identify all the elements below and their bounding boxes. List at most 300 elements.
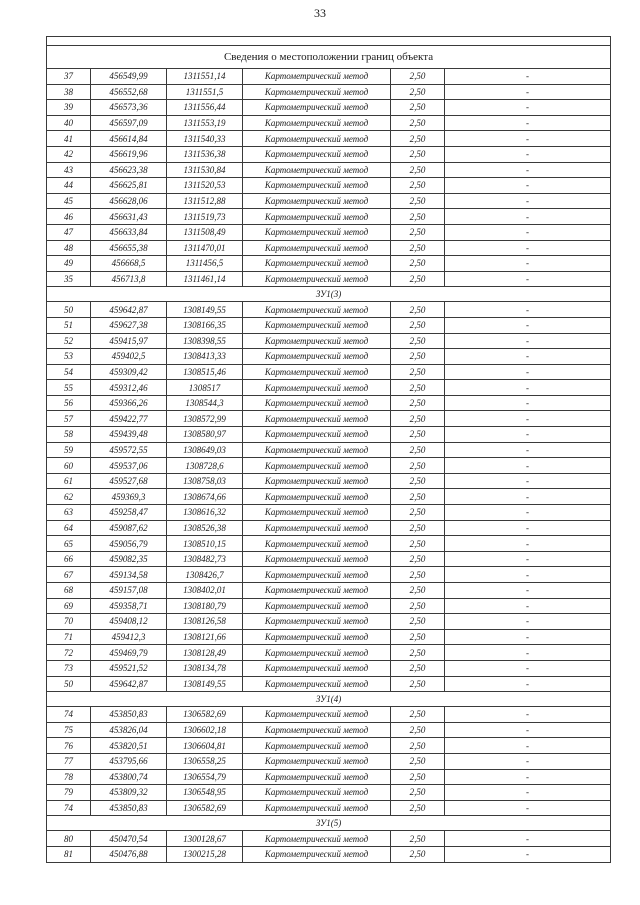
accuracy-cell: 2,50 [391,831,445,847]
table-row [47,583,611,599]
x-coordinate-cell: 459087,62 [91,520,167,536]
y-coordinate-cell: 1311512,88 [167,193,243,209]
point-number-cell: 70 [47,614,91,630]
accuracy-cell: 2,50 [391,146,445,162]
accuracy-cell: 2,50 [391,224,445,240]
x-coordinate-cell: 459572,55 [91,442,167,458]
table-row [47,536,611,552]
x-coordinate-cell: 453809,32 [91,785,167,801]
x-coordinate-cell: 459642,87 [91,302,167,318]
method-cell: Картометрический метод [243,256,391,272]
y-coordinate-cell: 1311508,49 [167,224,243,240]
y-coordinate-cell: 1306604,81 [167,738,243,754]
boundary-coordinates-table [46,36,611,863]
y-coordinate-cell: 1311520,53 [167,178,243,194]
accuracy-cell: 2,50 [391,722,445,738]
accuracy-cell: 2,50 [391,178,445,194]
accuracy-cell: 2,50 [391,131,445,147]
note-cell: - [445,209,611,225]
note-cell: - [445,660,611,676]
y-coordinate-cell: 1308616,32 [167,505,243,521]
note-cell: - [445,676,611,692]
note-cell: - [445,317,611,333]
accuracy-cell: 2,50 [391,100,445,116]
note-cell: - [445,800,611,816]
method-cell: Картометрический метод [243,162,391,178]
note-cell: - [445,785,611,801]
method-cell: Картометрический метод [243,240,391,256]
table-row [47,831,611,847]
x-coordinate-cell: 459358,71 [91,598,167,614]
point-number-cell: 80 [47,831,91,847]
accuracy-cell: 2,50 [391,256,445,272]
table-row [47,349,611,365]
y-coordinate-cell: 1308526,38 [167,520,243,536]
note-cell: - [445,84,611,100]
method-cell: Картометрический метод [243,271,391,287]
table-row [47,162,611,178]
note-cell: - [445,162,611,178]
accuracy-cell: 2,50 [391,753,445,769]
y-coordinate-cell: 1311461,14 [167,271,243,287]
y-coordinate-cell: 1311530,84 [167,162,243,178]
note-cell: - [445,629,611,645]
table-row [47,333,611,349]
accuracy-cell: 2,50 [391,614,445,630]
x-coordinate-cell: 453850,83 [91,707,167,723]
x-coordinate-cell: 453850,83 [91,800,167,816]
y-coordinate-cell: 1308402,01 [167,583,243,599]
x-coordinate-cell: 450476,88 [91,846,167,862]
accuracy-cell: 2,50 [391,209,445,225]
table-row [47,738,611,754]
note-cell: - [445,489,611,505]
x-coordinate-cell: 459537,06 [91,458,167,474]
x-coordinate-cell: 453820,51 [91,738,167,754]
accuracy-cell: 2,50 [391,800,445,816]
note-cell: - [445,614,611,630]
accuracy-cell: 2,50 [391,583,445,599]
accuracy-cell: 2,50 [391,598,445,614]
table-row [47,69,611,85]
table-row [47,380,611,396]
x-coordinate-cell: 459642,87 [91,676,167,692]
method-cell: Картометрический метод [243,567,391,583]
point-number-cell: 60 [47,458,91,474]
y-coordinate-cell: 1308166,35 [167,317,243,333]
note-cell: - [445,753,611,769]
note-cell: - [445,224,611,240]
y-coordinate-cell: 1308649,03 [167,442,243,458]
x-coordinate-cell: 453826,04 [91,722,167,738]
y-coordinate-cell: 1311551,14 [167,69,243,85]
y-coordinate-cell: 1306582,69 [167,707,243,723]
point-number-cell: 66 [47,551,91,567]
point-number-cell: 43 [47,162,91,178]
note-cell: - [445,271,611,287]
point-number-cell: 72 [47,645,91,661]
accuracy-cell: 2,50 [391,645,445,661]
method-cell: Картометрический метод [243,536,391,552]
point-number-cell: 54 [47,364,91,380]
method-cell: Картометрический метод [243,785,391,801]
y-coordinate-cell: 1308580,97 [167,427,243,443]
accuracy-cell: 2,50 [391,676,445,692]
note-cell: - [445,505,611,521]
y-coordinate-cell: 1306558,25 [167,753,243,769]
accuracy-cell: 2,50 [391,193,445,209]
note-cell: - [445,520,611,536]
accuracy-cell: 2,50 [391,411,445,427]
accuracy-cell: 2,50 [391,567,445,583]
x-coordinate-cell: 459082,35 [91,551,167,567]
y-coordinate-cell: 1308728,6 [167,458,243,474]
method-cell: Картометрический метод [243,115,391,131]
method-cell: Картометрический метод [243,738,391,754]
point-number-cell: 67 [47,567,91,583]
table-row [47,364,611,380]
point-number-cell: 55 [47,380,91,396]
point-number-cell: 40 [47,115,91,131]
note-cell: - [445,722,611,738]
accuracy-cell: 2,50 [391,660,445,676]
note-cell: - [445,567,611,583]
method-cell: Картометрический метод [243,193,391,209]
method-cell: Картометрический метод [243,753,391,769]
note-cell: - [445,551,611,567]
table-title: Сведения о местоположении границ объекта [47,46,611,69]
note-cell: - [445,131,611,147]
method-cell: Картометрический метод [243,84,391,100]
y-coordinate-cell: 1308515,46 [167,364,243,380]
method-cell: Картометрический метод [243,302,391,318]
x-coordinate-cell: 456631,43 [91,209,167,225]
x-coordinate-cell: 459402,5 [91,349,167,365]
method-cell: Картометрический метод [243,349,391,365]
note-cell: - [445,193,611,209]
section-heading-row [47,287,611,302]
table-row [47,676,611,692]
table-row [47,411,611,427]
accuracy-cell: 2,50 [391,162,445,178]
accuracy-cell: 2,50 [391,738,445,754]
point-number-cell: 50 [47,302,91,318]
x-coordinate-cell: 459439,48 [91,427,167,443]
x-coordinate-cell: 459309,42 [91,364,167,380]
note-cell: - [445,364,611,380]
method-cell: Картометрический метод [243,676,391,692]
note-cell: - [445,427,611,443]
table-row [47,395,611,411]
method-cell: Картометрический метод [243,178,391,194]
section-heading-row [47,692,611,707]
y-coordinate-cell: 1308180,79 [167,598,243,614]
table-row [47,707,611,723]
x-coordinate-cell: 456668,5 [91,256,167,272]
y-coordinate-cell: 1308126,58 [167,614,243,630]
method-cell: Картометрический метод [243,411,391,427]
y-coordinate-cell: 1311536,38 [167,146,243,162]
table-row [47,146,611,162]
point-number-cell: 73 [47,660,91,676]
note-cell: - [445,69,611,85]
table-row [47,473,611,489]
method-cell: Картометрический метод [243,473,391,489]
method-cell: Картометрический метод [243,551,391,567]
method-cell: Картометрический метод [243,769,391,785]
accuracy-cell: 2,50 [391,115,445,131]
point-number-cell: 39 [47,100,91,116]
table-row [47,115,611,131]
method-cell: Картометрический метод [243,131,391,147]
note-cell: - [445,146,611,162]
x-coordinate-cell: 459134,58 [91,567,167,583]
accuracy-cell: 2,50 [391,473,445,489]
x-coordinate-cell: 456625,81 [91,178,167,194]
y-coordinate-cell: 1308398,55 [167,333,243,349]
x-coordinate-cell: 459469,79 [91,645,167,661]
table-row [47,240,611,256]
table-row [47,302,611,318]
note-cell: - [445,333,611,349]
method-cell: Картометрический метод [243,722,391,738]
method-cell: Картометрический метод [243,442,391,458]
y-coordinate-cell: 1300128,67 [167,831,243,847]
x-coordinate-cell: 456628,06 [91,193,167,209]
y-coordinate-cell: 1306548,95 [167,785,243,801]
table-row [47,769,611,785]
table-row [47,567,611,583]
point-number-cell: 53 [47,349,91,365]
accuracy-cell: 2,50 [391,769,445,785]
table-row [47,193,611,209]
y-coordinate-cell: 1308544,3 [167,395,243,411]
method-cell: Картометрический метод [243,100,391,116]
table-row [47,84,611,100]
point-number-cell: 76 [47,738,91,754]
method-cell: Картометрический метод [243,69,391,85]
point-number-cell: 48 [47,240,91,256]
point-number-cell: 35 [47,271,91,287]
method-cell: Картометрический метод [243,224,391,240]
table-row [47,598,611,614]
point-number-cell: 71 [47,629,91,645]
accuracy-cell: 2,50 [391,364,445,380]
accuracy-cell: 2,50 [391,458,445,474]
table-row [47,224,611,240]
point-number-cell: 59 [47,442,91,458]
x-coordinate-cell: 459422,77 [91,411,167,427]
x-coordinate-cell: 459527,68 [91,473,167,489]
point-number-cell: 51 [47,317,91,333]
x-coordinate-cell: 456619,96 [91,146,167,162]
note-cell: - [445,831,611,847]
accuracy-cell: 2,50 [391,69,445,85]
table-row [47,209,611,225]
accuracy-cell: 2,50 [391,84,445,100]
point-number-cell: 78 [47,769,91,785]
point-number-cell: 44 [47,178,91,194]
note-cell: - [445,442,611,458]
table-row [47,800,611,816]
y-coordinate-cell: 1308674,66 [167,489,243,505]
table-row [47,614,611,630]
note-cell: - [445,583,611,599]
point-number-cell: 41 [47,131,91,147]
method-cell: Картометрический метод [243,520,391,536]
accuracy-cell: 2,50 [391,380,445,396]
accuracy-cell: 2,50 [391,629,445,645]
point-number-cell: 46 [47,209,91,225]
method-cell: Картометрический метод [243,800,391,816]
note-cell: - [445,846,611,862]
point-number-cell: 75 [47,722,91,738]
y-coordinate-cell: 1311553,19 [167,115,243,131]
x-coordinate-cell: 459408,12 [91,614,167,630]
table-top-spacer [47,37,611,46]
point-number-cell: 81 [47,846,91,862]
table-row [47,178,611,194]
accuracy-cell: 2,50 [391,442,445,458]
note-cell: - [445,769,611,785]
table-row [47,645,611,661]
method-cell: Картометрический метод [243,707,391,723]
point-number-cell: 65 [47,536,91,552]
method-cell: Картометрический метод [243,505,391,521]
point-number-cell: 50 [47,676,91,692]
point-number-cell: 47 [47,224,91,240]
table-row [47,505,611,521]
method-cell: Картометрический метод [243,489,391,505]
accuracy-cell: 2,50 [391,333,445,349]
x-coordinate-cell: 459521,52 [91,660,167,676]
table-row [47,551,611,567]
accuracy-cell: 2,50 [391,785,445,801]
x-coordinate-cell: 459366,26 [91,395,167,411]
method-cell: Картометрический метод [243,317,391,333]
point-number-cell: 58 [47,427,91,443]
point-number-cell: 74 [47,707,91,723]
table-row [47,629,611,645]
section-heading-row [47,816,611,831]
accuracy-cell: 2,50 [391,271,445,287]
y-coordinate-cell: 1308572,99 [167,411,243,427]
method-cell: Картометрический метод [243,395,391,411]
method-cell: Картометрический метод [243,209,391,225]
method-cell: Картометрический метод [243,629,391,645]
note-cell: - [445,100,611,116]
x-coordinate-cell: 456552,68 [91,84,167,100]
point-number-cell: 69 [47,598,91,614]
note-cell: - [445,536,611,552]
point-number-cell: 38 [47,84,91,100]
method-cell: Картометрический метод [243,614,391,630]
method-cell: Картометрический метод [243,333,391,349]
table-row [47,846,611,862]
method-cell: Картометрический метод [243,458,391,474]
y-coordinate-cell: 1306602,18 [167,722,243,738]
table-row [47,753,611,769]
y-coordinate-cell: 1308758,03 [167,473,243,489]
table-row [47,722,611,738]
y-coordinate-cell: 1311470,01 [167,240,243,256]
method-cell: Картометрический метод [243,846,391,862]
table-row [47,271,611,287]
table-row [47,660,611,676]
section-heading: ЗУ1(4) [47,692,611,707]
point-number-cell: 45 [47,193,91,209]
x-coordinate-cell: 459056,79 [91,536,167,552]
x-coordinate-cell: 456655,38 [91,240,167,256]
y-coordinate-cell: 1311556,44 [167,100,243,116]
accuracy-cell: 2,50 [391,846,445,862]
y-coordinate-cell: 1308510,15 [167,536,243,552]
method-cell: Картометрический метод [243,598,391,614]
point-number-cell: 77 [47,753,91,769]
table-row [47,131,611,147]
y-coordinate-cell: 1306554,79 [167,769,243,785]
y-coordinate-cell: 1308121,66 [167,629,243,645]
y-coordinate-cell: 1308149,55 [167,676,243,692]
point-number-cell: 56 [47,395,91,411]
note-cell: - [445,178,611,194]
x-coordinate-cell: 459258,47 [91,505,167,521]
table-row [47,785,611,801]
y-coordinate-cell: 1308413,33 [167,349,243,365]
accuracy-cell: 2,50 [391,395,445,411]
y-coordinate-cell: 1308128,49 [167,645,243,661]
x-coordinate-cell: 459312,46 [91,380,167,396]
table-row [47,520,611,536]
note-cell: - [445,115,611,131]
table-row [47,256,611,272]
point-number-cell: 62 [47,489,91,505]
point-number-cell: 63 [47,505,91,521]
accuracy-cell: 2,50 [391,489,445,505]
accuracy-cell: 2,50 [391,302,445,318]
table-body [47,37,611,863]
method-cell: Картометрический метод [243,380,391,396]
x-coordinate-cell: 459627,38 [91,317,167,333]
y-coordinate-cell: 1308517 [167,380,243,396]
table-row [47,100,611,116]
x-coordinate-cell: 456623,38 [91,162,167,178]
note-cell: - [445,707,611,723]
accuracy-cell: 2,50 [391,505,445,521]
y-coordinate-cell: 1300215,28 [167,846,243,862]
table-row [47,317,611,333]
accuracy-cell: 2,50 [391,349,445,365]
note-cell: - [445,738,611,754]
x-coordinate-cell: 456549,99 [91,69,167,85]
note-cell: - [445,349,611,365]
point-number-cell: 42 [47,146,91,162]
x-coordinate-cell: 459412,3 [91,629,167,645]
table-title-row [47,46,611,69]
note-cell: - [445,598,611,614]
boundary-table-sheet [46,36,610,863]
x-coordinate-cell: 456713,8 [91,271,167,287]
x-coordinate-cell: 456597,09 [91,115,167,131]
accuracy-cell: 2,50 [391,551,445,567]
accuracy-cell: 2,50 [391,707,445,723]
y-coordinate-cell: 1306582,69 [167,800,243,816]
y-coordinate-cell: 1308134,78 [167,660,243,676]
point-number-cell: 57 [47,411,91,427]
y-coordinate-cell: 1311540,33 [167,131,243,147]
point-number-cell: 61 [47,473,91,489]
accuracy-cell: 2,50 [391,317,445,333]
